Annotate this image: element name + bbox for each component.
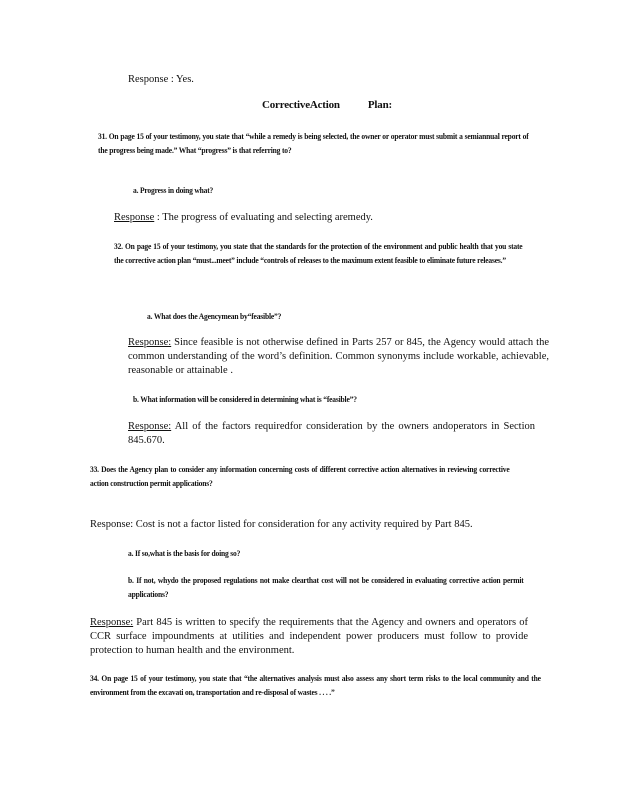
response-label: Response: [128, 337, 172, 348]
response-text: Since feasible is not otherwise defined in Parts 257 or 845, the Agency would attach the common understanding of the word’s definition. Common synonyms include workable, achievable, reasonable or attainable . [128, 337, 549, 376]
response-33: Response: Cost is not a factor listed for consideration for any activity required by Part 845. [90, 519, 473, 530]
response-label: Response: [90, 617, 134, 628]
question-31a: a. Progress in doing what? [133, 186, 214, 195]
response-32a [128, 336, 549, 378]
response-label: Response [114, 212, 155, 223]
question-32: 32. On page 15 of your testimony, you state that the standards for the protection of the environment and public health that you state the corrective action plan “must...meet” include “controls of releases to the maximum extent feasible to eliminate future releases.” [114, 242, 523, 265]
section-heading: CorrectiveAction Plan: [262, 99, 392, 111]
question-33a: a. If so,what is the basis for doing so? [128, 549, 241, 558]
question-31: 31. On page 15 of your testimony, you state that “while a remedy is being selected, the owner or operator must submit a semiannual report of the progress being made.” What “progress” is that referring to? [98, 132, 529, 155]
response-31 [114, 211, 534, 225]
question-33: 33. Does the Agency plan to consider any information concerning costs of different corrective action alternatives in reviewing corrective action construction permit applications? [90, 465, 510, 488]
question-33b: b. If not, whydo the proposed regulations not make clearthat cost will not be considered in evaluating corrective action permit applications? [128, 576, 524, 599]
response-text: Part 845 is written to specify the requirements that the Agency and owners and operators of CCR surface impoundments at utilities and independent power producers must follow to provide protection to human health and the environment. [90, 617, 528, 656]
response-label: Response: [128, 421, 172, 432]
question-34: 34. On page 15 of your testimony, you state that “the alternatives analysis must also assess any short term risks to the local community and the environment from the excavati on, transportation and re-disposal of wastes . . . .” [90, 674, 541, 697]
question-32b: b. What information will be considered in determining what is “feasible”? [133, 395, 357, 404]
response-32b [128, 420, 535, 448]
response-33b [90, 616, 528, 658]
question-32a: a. What does the Agencymean by“feasible”? [147, 312, 282, 321]
response-text: : The progress of evaluating and selecting aremedy. [154, 212, 373, 223]
response-text: All of the factors requiredfor consideration by the owners andoperators in Section 845.670. [128, 421, 535, 446]
response-yes: Response : Yes. [128, 74, 194, 85]
